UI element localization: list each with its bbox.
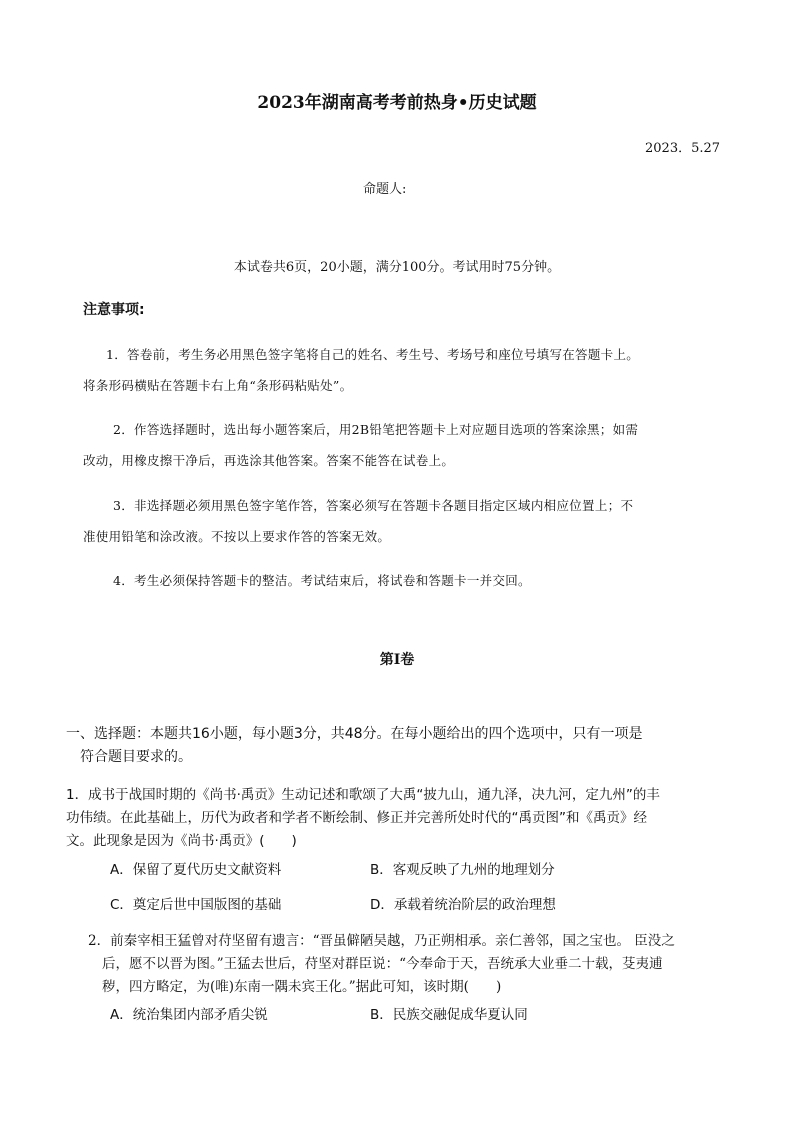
notice-line: 3．非选择题必须用黑色签字笔作答，答案必须写在答题卡各题目指定区域内相应位置上；不 [113, 498, 634, 513]
section-heading: 一、选择题：本题共16小题，每小题3分，共48分。在每小题给出的四个选项中，只有一项是 [66, 726, 643, 742]
section-heading: 符合题目要求的。 [80, 749, 192, 765]
question-1-option-a: A．保留了夏代历史文献资料 [110, 862, 282, 878]
question-1-text: 文。此现象是因为《尚书·禹贡》( ) [66, 833, 297, 849]
notice-heading: 注意事项: [83, 302, 145, 318]
question-1-text: 1．成书于战国时期的《尚书·禹贡》生动记述和歌颂了大禹“披九山，通九泽，决九河，定九州”的丰 [66, 787, 660, 803]
question-2-option-b: B．民族交融促成华夏认同 [370, 1007, 528, 1023]
part-title: 第Ⅰ卷 [379, 652, 415, 668]
notice-line: 2．作答选择题时，选出每小题答案后，用2B铅笔把答题卡上对应题目选项的答案涂黑；如需 [113, 422, 639, 437]
question-1-option-b: B．客观反映了九州的地理划分 [370, 862, 555, 878]
question-1-text: 功伟绩。在此基础上，历代为政者和学者不断绘制、修正并完善所处时代的“禹贡图”和《禹贡》经 [66, 810, 647, 826]
notice-line: 准使用铅笔和涂改液。不按以上要求作答的答案无效。 [83, 529, 391, 544]
notice-line: 4．考生必须保持答题卡的整洁。考试结束后，将试卷和答题卡一并交回。 [113, 573, 531, 588]
notice-line: 将条形码横贴在答题卡右上角“条形码粘贴处”。 [83, 378, 353, 393]
question-2-text: 秽，四方略定，为(唯)东南一隅未宾王化。”据此可知，该时期( ) [102, 979, 502, 995]
exam-date: 2023．5.27 [645, 141, 721, 156]
question-2-text: 2．前秦宰相王猛曾对苻坚留有遗言：“晋虽僻陋吴越，乃正朔相承。亲仁善邻，国之宝也。 臣没之 [88, 933, 675, 949]
author-label: 命题人: [363, 182, 407, 197]
question-2-option-a: A．统治集团内部矛盾尖锐 [110, 1007, 268, 1023]
exam-info: 本试卷共6页，20小题，满分100分。考试用时75分钟。 [233, 260, 561, 275]
question-1-option-d: D．承载着统治阶层的政治理想 [370, 897, 556, 913]
exam-title: 2023年湖南高考考前热身•历史试题 [257, 93, 537, 113]
question-2-text: 后，愿不以晋为图。”王猛去世后，苻坚对群臣说：“今奉命于天，吾统承大业垂二十载，芟夷逋 [102, 956, 663, 972]
question-1-option-c: C．奠定后世中国版图的基础 [110, 897, 282, 913]
notice-line: 改动，用橡皮擦干净后，再选涂其他答案。答案不能答在试卷上。 [83, 453, 455, 468]
notice-line: 1．答卷前，考生务必用黑色签字笔将自己的姓名、考生号、考场号和座位号填写在答题卡上。 [106, 347, 640, 362]
